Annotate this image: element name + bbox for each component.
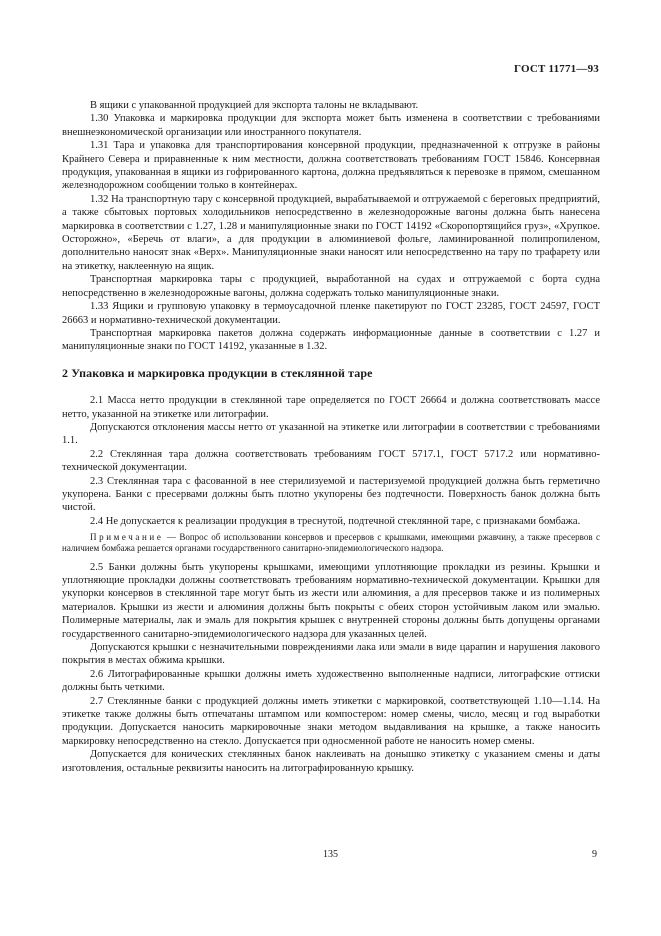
note-label: Примечание bbox=[90, 532, 164, 543]
paragraph-2-1: 2.1 Масса нетто продукции в стеклянной таре определяется по ГОСТ 26664 и должна соответствовать массе нетто, указанной на этикетке или литографии. bbox=[62, 395, 600, 420]
sheet-number: 9 bbox=[592, 849, 597, 860]
paragraph: Транспортная маркировка пакетов должна содержать информационные данные в соответствии с 1.27 и манипуляционные знаки по ГОСТ 14192, указанные в 1.32. bbox=[62, 327, 600, 353]
paragraph-2-7: 2.7 Стеклянные банки с продукцией должны иметь этикетки с маркировкой, соответствующей 1.10—1.14. На этикетке также должны быть отпечатаны штампом или компостером: номер смены, число, месяц и год выработки продукции. Допускается наносить маркировочные знаки методом выдавливания на крышке, а также наносить маркировку непосредственно на стекло. Допускается при односменной работе не наносить номер смены. bbox=[62, 695, 600, 747]
paragraph-1-33: 1.33 Ящики и групповую упаковку в термоусадочной пленке пакетируют по ГОСТ 23285, ГОСТ 24597, ГОСТ 26663 и нормативно-технической документации. bbox=[62, 301, 600, 326]
paragraph-1-32: 1.32 На транспортную тару с консервной продукцией, вырабатываемой и отгружаемой с береговых предприятий, а также сбытовых портовых холодильников непосредственно в железнодорожные вагоны должна быть нанесена маркировка в соответствии с 1.27, 1.28 и манипуляционные знаки по ГОСТ 14192 «Скоропортящийся груз», «Хрупкое. Осторожно», «Беречь от влаги», а для продукции в алюминиевой фольге, ламинированной полипропиленом, дополнительно наносят знак «Верх». Манипуляционные знаки наносят или непосредственно на тару по трафарету или на этикетку, наклеенную на ящик. bbox=[62, 193, 600, 272]
paragraph: Транспортная маркировка тары с продукцией, выработанной на судах и отгружаемой с борта судна непосредственно в железнодорожные вагоны, должна содержать только манипуляционные знаки. bbox=[62, 274, 600, 299]
paragraph: Допускаются крышки с незначительными повреждениями лака или эмали в виде царапин и нарушения лакового покрытия в местах обжима крышки. bbox=[62, 642, 600, 667]
paragraph-2-3: 2.3 Стеклянная тара с фасованной в нее стерилизуемой и пастеризуемой продукцией должна быть герметично укупорена. Банки с пресервами должны быть плотно укупорены без подтечности. Поверхность банок должна быть чистой. bbox=[62, 475, 600, 514]
paragraph: Допускается для конических стеклянных банок наклеивать на донышко этикетку с указанием смены и даты изготовления, остальные реквизиты наносить на литографированную крышку. bbox=[62, 749, 600, 774]
paragraph-1-30: 1.30 Упаковка и маркировка продукции для экспорта может быть изменена в соответствии с требованиями внешнеэкономической организации или иностранного покупателя. bbox=[62, 113, 600, 138]
paragraph-1-31: 1.31 Тара и упаковка для транспортирования консервной продукции, предназначенной к отгрузке в районы Крайнего Севера и приравненные к ним местности, должна соответствовать требованиям ГОСТ 15846. Консервная продукция, упакованная в ящики из гофрированного картона, должна предъявляться к перевозке в прямом, смешанном железнодорожном сообщении только в контейнерах. bbox=[62, 140, 600, 192]
paragraph-2-5: 2.5 Банки должны быть укупорены крышками, имеющими уплотняющие прокладки из резины. Крышки и уплотняющие прокладки должны соответствовать требованиям нормативно-технической документации. Крышки для укупорки консервов в стеклянной таре могут быть из жести или алюминия, а для пресервов также и из полимерных материалов. Крышки из жести и алюминия должны быть покрыты с обеих сторон устойчивым лаком или эмалью. Полимерные материалы, лак и эмаль для покрытия крышек с внутренней стороны должны быть допущены органами государственного санитарно-эпидемиологического надзора для указанных целей. bbox=[62, 561, 600, 640]
paragraph: Допускаются отклонения массы нетто от указанной на этикетке или литографии в соответствии с требованиями 1.1. bbox=[62, 421, 600, 447]
section-heading: 2 Упаковка и маркировка продукции в стеклянной таре bbox=[62, 365, 373, 380]
note-text: — Вопрос об использовании консервов и пресервов с крышками, имеющими ржавчину, а также пресервов с наличием бомбажа решается органами государственного санитарно-эпидемиологического надзора. bbox=[62, 532, 601, 554]
paragraph-2-6: 2.6 Литографированные крышки должны иметь художественно выполненные надписи, литографские оттиски должны быть четкими. bbox=[62, 668, 600, 694]
note bbox=[62, 532, 600, 554]
document-body bbox=[62, 99, 600, 775]
paragraph-2-4: 2.4 Не допускается к реализации продукция в треснутой, подтечной стеклянной таре, с признаками бомбажа. bbox=[90, 515, 581, 527]
document-code: ГОСТ 11771—93 bbox=[514, 63, 599, 75]
paragraph-2-2: 2.2 Стеклянная тара должна соответствовать требованиям ГОСТ 5717.1, ГОСТ 5717.2 или нормативно-технической документации. bbox=[62, 448, 600, 474]
page-number: 135 bbox=[323, 849, 338, 860]
paragraph: В ящики с упакованной продукцией для экспорта талоны не вкладывают. bbox=[90, 100, 419, 111]
